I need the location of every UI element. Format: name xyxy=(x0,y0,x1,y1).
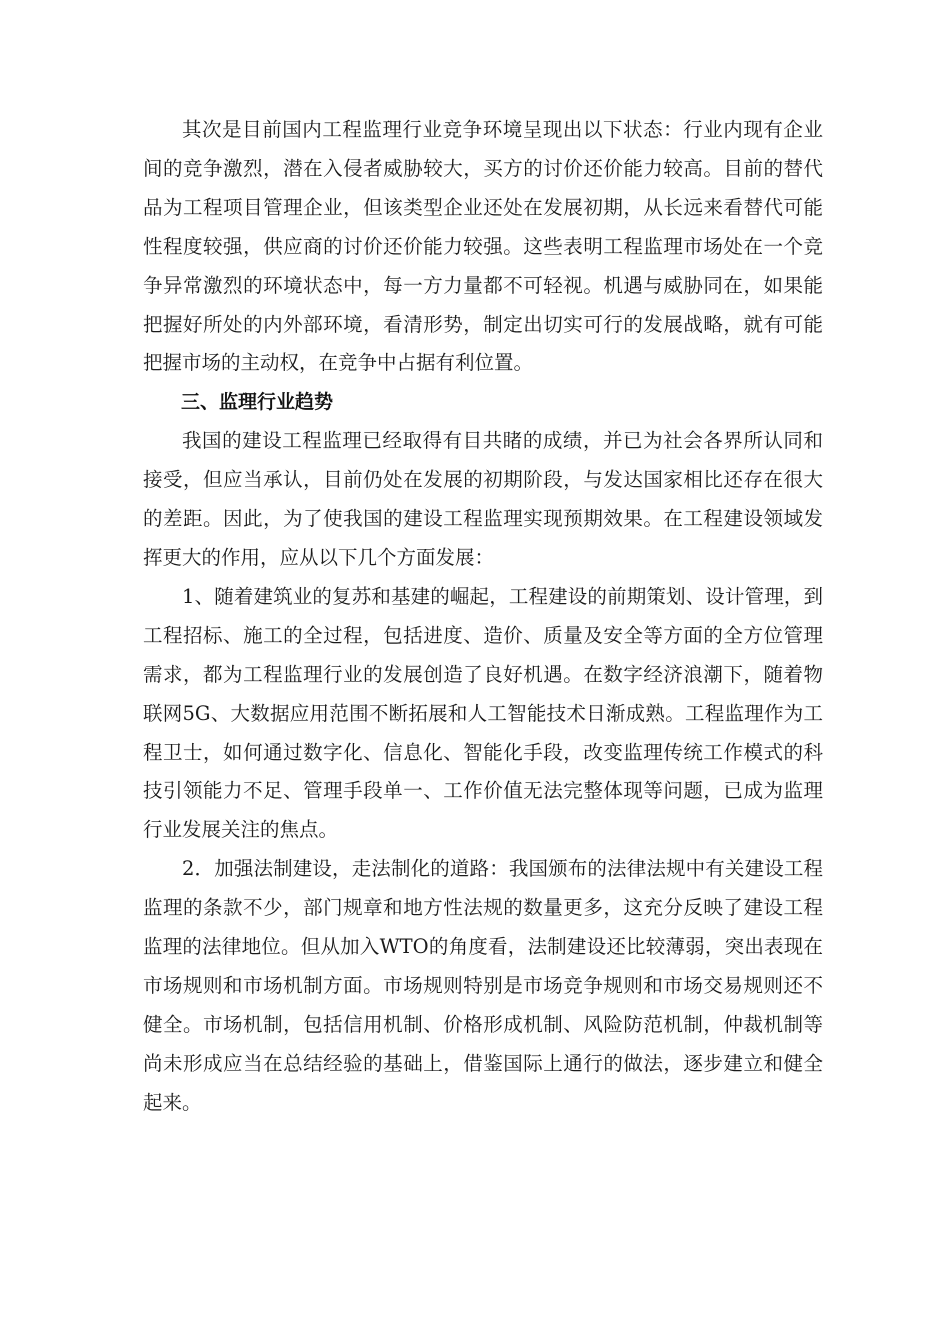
paragraph-competition-environment: 其次是目前国内工程监理行业竞争环境呈现出以下状态：行业内现有企业间的竞争激烈，潜在入侵者威胁较大，买方的讨价还价能力较高。目前的替代品为工程项目管理企业，但该类型企业还处在发展初期，从长远来看替代可能性程度较强，供应商的讨价还价能力较强。这些表明工程监理市场处在一个竞争异常激烈的环境状态中，每一方力量都不可轻视。机遇与威胁同在，如果能把握好所处的内外部环境，看清形势，制定出切实可行的发展战略，就有可能把握市场的主动权，在竞争中占据有利位置。 xyxy=(143,118,823,375)
section-heading-industry-trend: 三、监理行业趋势 xyxy=(181,391,334,414)
document-body xyxy=(143,111,823,1123)
paragraph-item-2-legal-system: 2．加强法制建设，走法制化的道路：我国颁布的法律法规中有关建设工程监理的条款不少，部门规章和地方性法规的数量更多，这充分反映了建设工程监理的法律地位。但从加入WTO的角度看，法制建设还比较薄弱，突出表现在市场规则和市场机制方面。市场规则特别是市场竞争规则和市场交易规则还不健全。市场机制，包括信用机制、价格形成机制、风险防范机制，仲裁机制等尚未形成应当在总结经验的基础上，借鉴国际上通行的做法，逐步建立和健全起来。 xyxy=(143,857,823,1114)
paragraph-supervision-development: 我国的建设工程监理已经取得有目共睹的成绩，并已为社会各界所认同和接受，但应当承认，目前仍处在发展的初期阶段，与发达国家相比还存在很大的差距。因此，为了使我国的建设工程监理实现预期效果。在工程建设领域发挥更大的作用，应从以下几个方面发展： xyxy=(143,429,823,569)
paragraph-item-1-digitalization: 1、随着建筑业的复苏和基建的崛起，工程建设的前期策划、设计管理，到工程招标、施工的全过程，包括进度、造价、质量及安全等方面的全方位管理需求，都为工程监理行业的发展创造了良好机遇。在数字经济浪潮下，随着物联网5G、大数据应用范围不断拓展和人工智能技术日渐成熟。工程监理作为工程卫士，如何通过数字化、信息化、智能化手段，改变监理传统工作模式的科技引领能力不足、管理手段单一、工作价值无法完整体现等问题，已成为监理行业发展关注的焦点。 xyxy=(143,584,823,842)
